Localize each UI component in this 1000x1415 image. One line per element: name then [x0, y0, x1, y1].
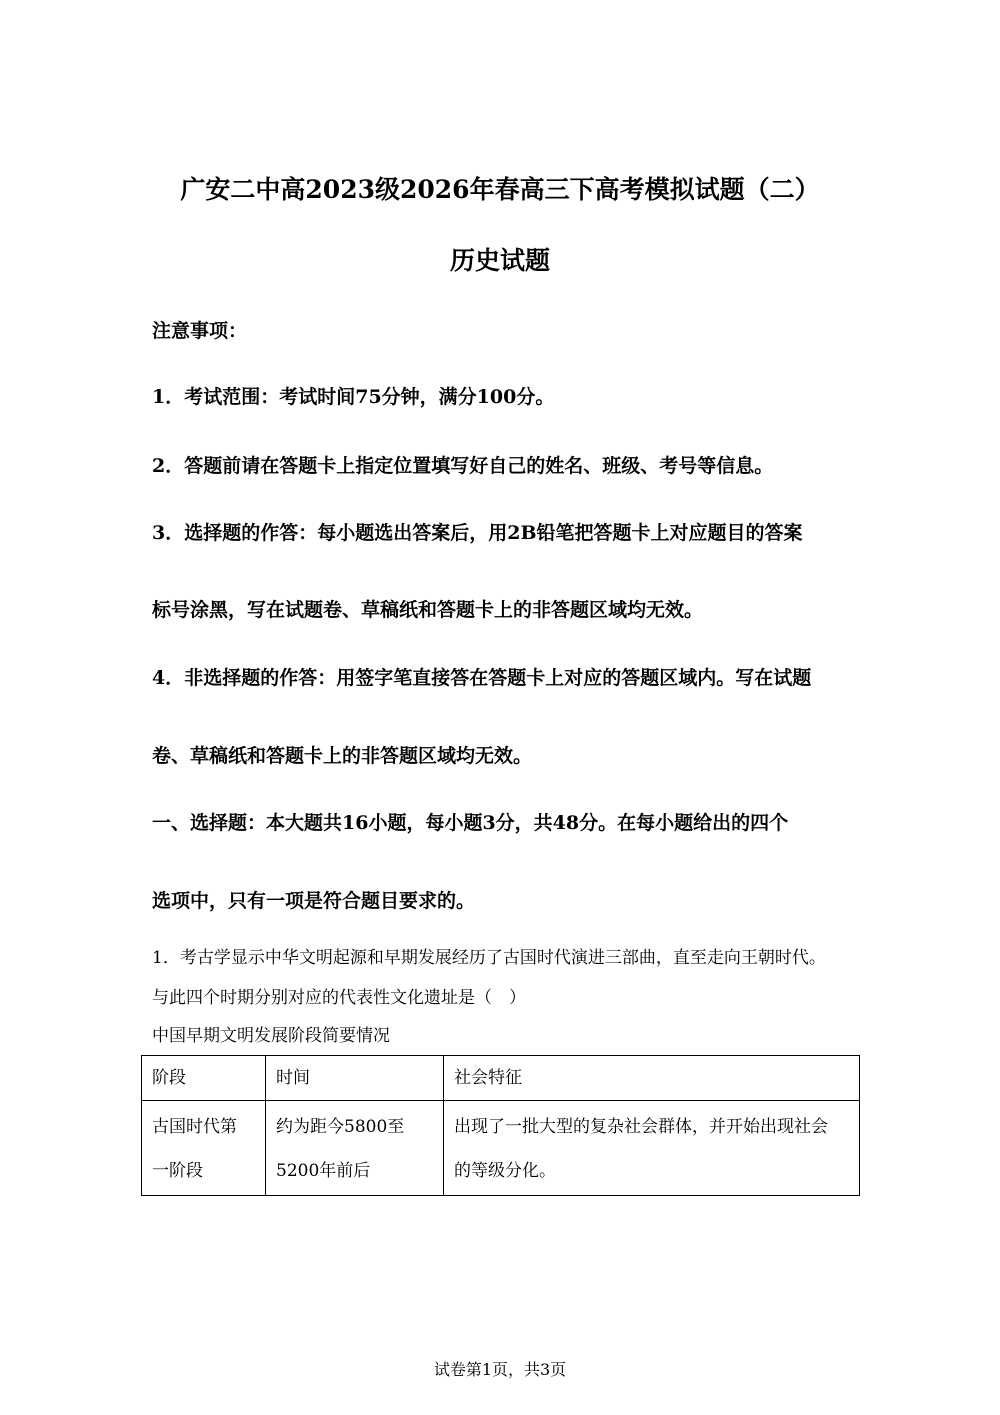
table-cell-stage	[142, 1101, 266, 1196]
question-1-line-2: 与此四个时期分别对应的代表性文化遗址是（ ）	[152, 988, 526, 1008]
table-header-cell: 时间	[266, 1056, 444, 1101]
table-header-cell: 阶段	[142, 1056, 266, 1101]
stage-text-line-1: 古国时代第	[152, 1117, 237, 1137]
note-item-3-line-2: 标号涂黑，写在试题卷、草稿纸和答题卡上的非答题区域均无效。	[152, 599, 704, 621]
table-row	[142, 1101, 860, 1196]
time-text-line-2: 5200年前后	[276, 1161, 371, 1181]
page-footer: 试卷第1页，共3页	[433, 1360, 567, 1379]
section-1-heading-line-1: 一、选择题：本大题共16小题，每小题3分，共48分。在每小题给出的四个	[152, 812, 789, 834]
feature-text-line-1: 出现了一批大型的复杂社会群体，并开始出现社会	[454, 1117, 828, 1137]
table-header-row	[142, 1056, 860, 1101]
table-cell-time	[266, 1101, 444, 1196]
feature-text-line-2: 的等级分化。	[454, 1161, 556, 1181]
note-item-4-line-1: 4．非选择题的作答：用签字笔直接答在答题卡上对应的答题区域内。写在试题	[152, 667, 812, 689]
table-cell-feature	[444, 1101, 860, 1196]
note-item-3-line-1: 3．选择题的作答：每小题选出答案后，用2B铅笔把答题卡上对应题目的答案	[152, 522, 803, 544]
time-text-line-1: 约为距今5800至	[276, 1117, 405, 1137]
subject-title: 历史试题	[449, 246, 550, 275]
stage-table	[141, 1055, 860, 1196]
note-item-2: 2．答题前请在答题卡上指定位置填写好自己的姓名、班级、考号等信息。	[152, 455, 774, 477]
table-caption: 中国早期文明发展阶段简要情况	[152, 1026, 390, 1046]
section-1-heading-line-2: 选项中，只有一项是符合题目要求的。	[152, 890, 476, 912]
exam-title: 广安二中高2023级2026年春高三下高考模拟试题（二）	[180, 175, 820, 204]
question-1-line-1: 1．考古学显示中华文明起源和早期发展经历了古国时代演进三部曲，直至走向王朝时代。	[152, 948, 826, 968]
stage-text-line-2: 一阶段	[152, 1161, 203, 1181]
table-header-cell: 社会特征	[444, 1056, 860, 1101]
note-item-1: 1．考试范围：考试时间75分钟，满分100分。	[152, 386, 555, 408]
notes-heading: 注意事项：	[152, 320, 248, 342]
note-item-4-line-2: 卷、草稿纸和答题卡上的非答题区域均无效。	[152, 745, 533, 767]
